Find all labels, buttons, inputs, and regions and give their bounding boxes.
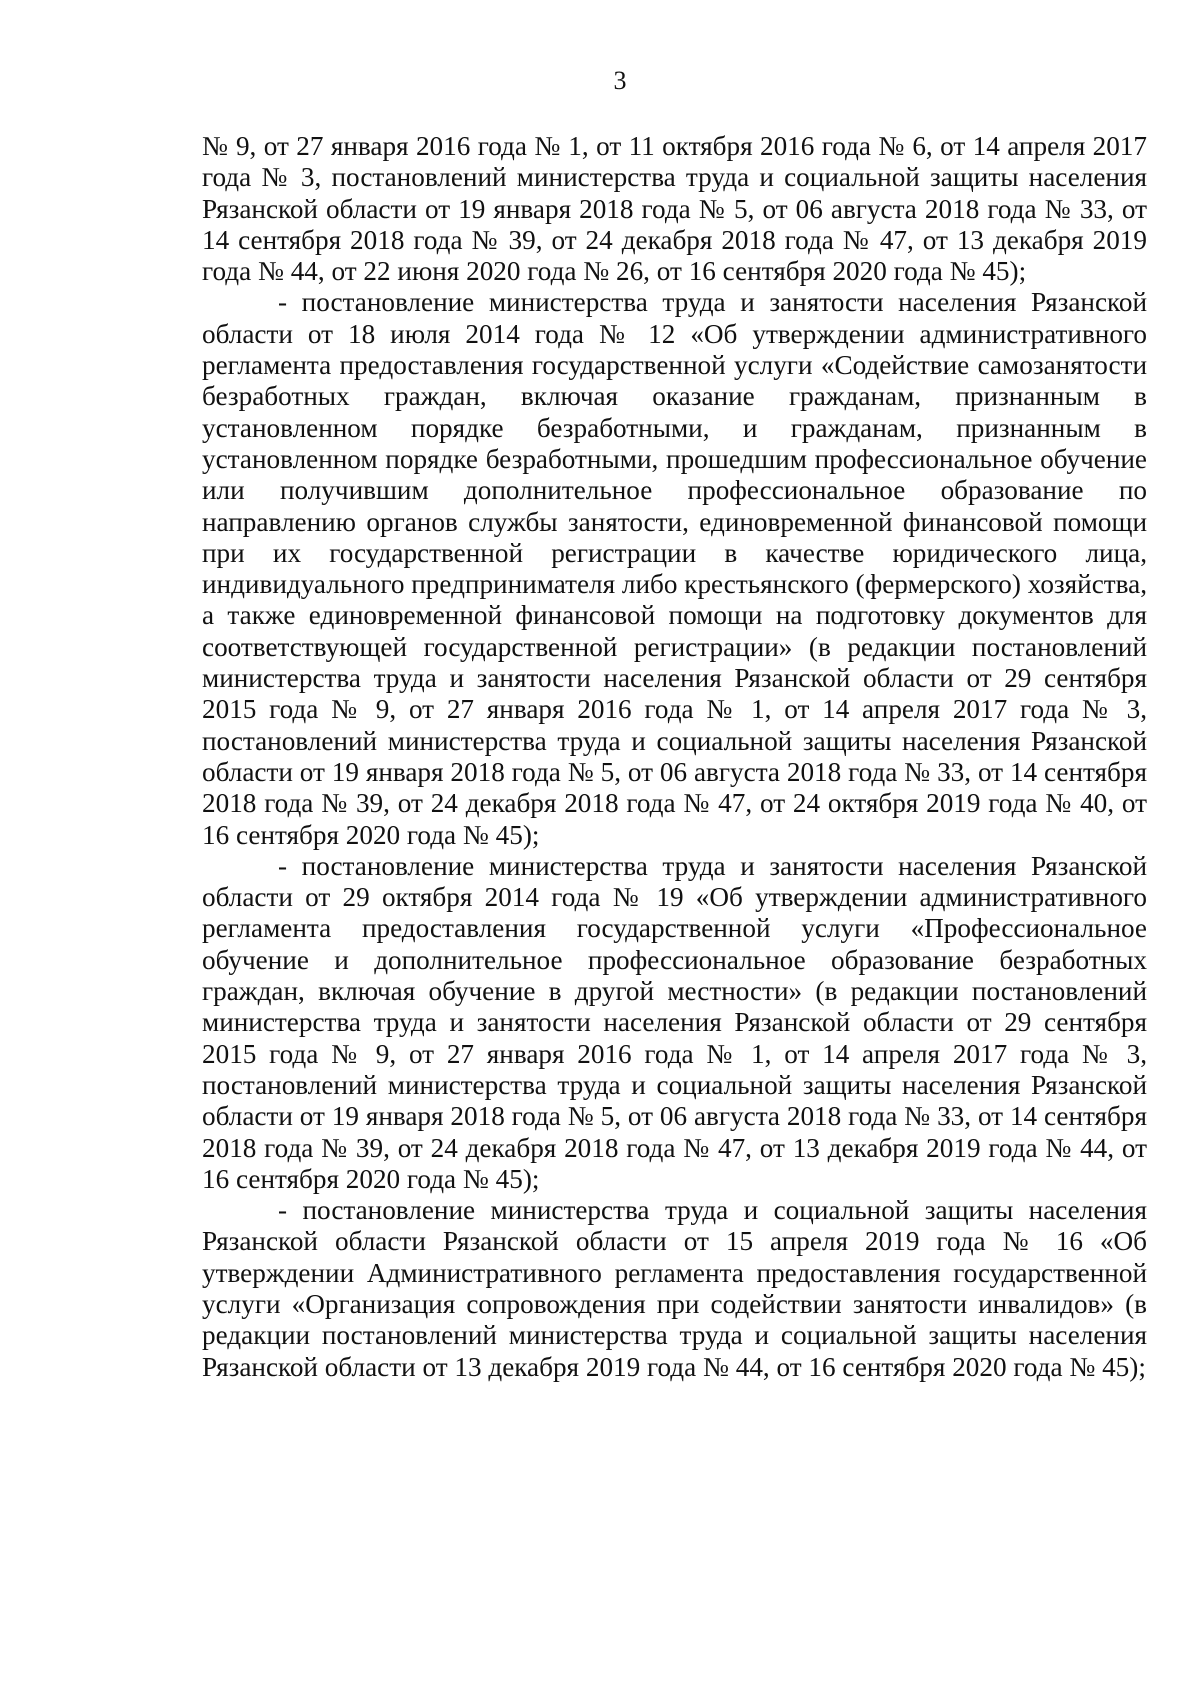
list-item-resolution-professional-training: - постановление министерства труда и занятости населения Рязанской области от 29 октября 2014 года № 19 «Об утверждении административного регламента предоставления государственной услуги «Профессиональное обучение и дополнительное профессиональное образование безработных граждан, включая обучение в другой местности» (в редакции постановлений министерства труда и занятости населения Рязанской области от 29 сентября 2015 года № 9, от 27 января 2016 года № 1, от 14 апреля 2017 года № 3, постановлений министерства труда и социальной защиты населения Рязанской области от 19 января 2018 года № 5, от 06 августа 2018 года № 33, от 14 сентября 2018 года № 39, от 24 декабря 2018 года № 47, от 13 декабря 2019 года № 44, от 16 сентября 2020 года № 45); bbox=[202, 850, 1147, 1194]
list-item-resolution-disability-support: - постановление министерства труда и социальной защиты населения Рязанской области Рязанской области от 15 апреля 2019 года № 16 «Об утверждении Административного регламента предоставления государственной услуги «Организация сопровождения при содействии занятости инвалидов» (в редакции постановлений министерства труда и социальной защиты населения Рязанской области от 13 декабря 2019 года № 44, от 16 сентября 2020 года № 45); bbox=[202, 1195, 1147, 1382]
paragraph-continuation: № 9, от 27 января 2016 года № 1, от 11 октября 2016 года № 6, от 14 апреля 2017 года № 3, постановлений министерства труда и социальной защиты населения Рязанской области от 19 января 2018 года № 5, от 06 августа 2018 года № 33, от 14 сентября 2018 года № 39, от 24 декабря 2018 года № 47, от 13 декабря 2019 года № 44, от 22 июня 2020 года № 26, от 16 сентября 2020 года № 45); bbox=[202, 131, 1147, 287]
list-item-resolution-self-employment: - постановление министерства труда и занятости населения Рязанской области от 18 июля 2014 года № 12 «Об утверждении административного регламента предоставления государственной услуги «Содействие самозанятости безработных граждан, включая оказание гражданам, признанным в установленном порядке безработными, и гражданам, признанным в установленном порядке безработными, прошедшим профессиональное обучение или получившим дополнительное профессиональное образование по направлению органов службы занятости, единовременной финансовой помощи при их государственной регистрации в качестве юридического лица, индивидуального предпринимателя либо крестьянского (фермерского) хозяйства, а также единовременной финансовой помощи на подготовку документов для соответствующей государственной регистрации» (в редакции постановлений министерства труда и занятости населения Рязанской области от 29 сентября 2015 года № 9, от 27 января 2016 года № 1, от 14 апреля 2017 года № 3, постановлений министерства труда и социальной защиты населения Рязанской области от 19 января 2018 года № 5, от 06 августа 2018 года № 33, от 14 сентября 2018 года № 39, от 24 декабря 2018 года № 47, от 24 октября 2019 года № 40, от 16 сентября 2020 года № 45); bbox=[202, 287, 1147, 850]
page-number: 3 bbox=[613, 66, 627, 95]
document-body bbox=[202, 131, 1147, 1383]
